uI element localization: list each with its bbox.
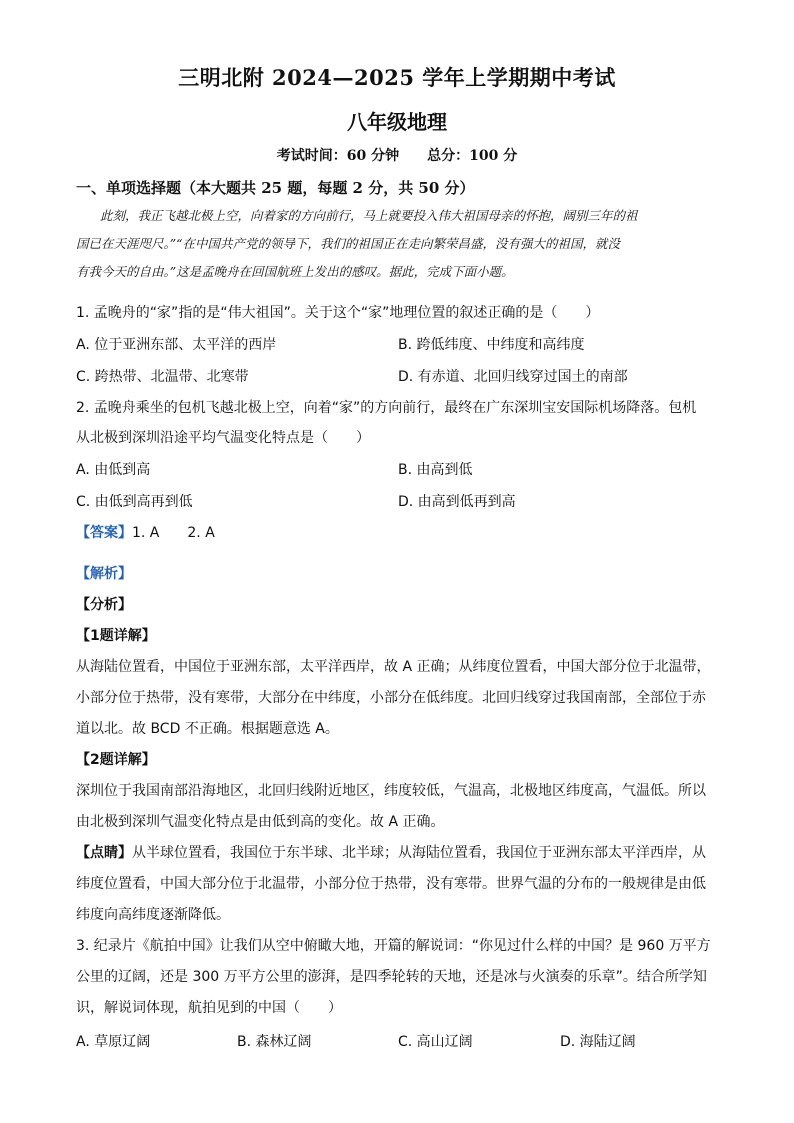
exam-time: 考试时间：60 分钟 <box>276 148 400 164</box>
passage-line: 此刻，我正飞越北极上空，向着家的方向前行，马上就要投入伟大祖国母亲的怀抱，阔别三年的祖 <box>100 208 638 223</box>
total-score: 总分：100 分 <box>427 148 518 164</box>
question-2-stem-line2: 从北极到深圳沿途平均气温变化特点是（ ） <box>76 430 370 446</box>
exam-title: 三明北附 2024—2025 学年上学期期中考试 <box>178 65 616 90</box>
passage-line: 国已在天涯咫尺。”“在中国共产党的领导下，我们的祖国正在走向繁荣昌盛，没有强大的祖国，就没 <box>76 236 621 251</box>
q1-option-c[interactable]: C. 跨热带、北温带、北寒带 <box>76 369 249 385</box>
answer-line <box>76 522 215 542</box>
dianjing-line <box>76 842 706 862</box>
detail-1-line: 道以北。故 BCD 不正确。根据题意选 A。 <box>76 721 339 737</box>
answer-tag: 【答案】 <box>76 525 132 541</box>
detail-2-line: 深圳位于我国南部沿海地区，北回归线附近地区，纬度较低，气温高，北极地区纬度高，气温低。所以 <box>76 783 706 799</box>
detail-2-tag: 【2题详解】 <box>76 752 156 768</box>
q3-option-d[interactable]: D. 海陆辽阔 <box>560 1034 636 1050</box>
q2-option-b[interactable]: B. 由高到低 <box>398 462 473 478</box>
section-heading: 一、单项选择题（本大题共 25 题，每题 2 分，共 50 分） <box>76 179 475 197</box>
q3-option-c[interactable]: C. 高山辽阔 <box>398 1034 473 1050</box>
q1-option-b[interactable]: B. 跨低纬度、中纬度和高纬度 <box>398 337 585 353</box>
q3-option-a[interactable]: A. 草原辽阔 <box>76 1034 151 1050</box>
q2-option-d[interactable]: D. 由高到低再到高 <box>398 494 516 510</box>
detail-2-line: 由北极到深圳气温变化特点是由低到高的变化。故 A 正确。 <box>76 814 445 830</box>
q1-option-d[interactable]: D. 有赤道、北回归线穿过国土的南部 <box>398 369 628 385</box>
question-1-stem: 1. 孟晚舟的“家”指的是“伟大祖国”。关于这个“家”地理位置的叙述正确的是（ ） <box>76 305 600 321</box>
question-3-stem: 公里的辽阔，还是 300 万平方公里的澎湃，是四季轮转的天地，还是冰与火演奏的乐章”。结合所学知 <box>76 969 707 985</box>
detail-1-line: 小部分位于热带，没有寒带，大部分在中纬度，小部分在低纬度。北回归线穿过我国南部，全部位于赤 <box>76 690 706 706</box>
dianjing-line: 纬度向高纬度逐渐降低。 <box>76 907 230 923</box>
detail-1-tag: 【1题详解】 <box>76 628 156 644</box>
q1-option-a[interactable]: A. 位于亚洲东部、太平洋的西岸 <box>76 337 277 353</box>
detail-1-line: 从海陆位置看，中国位于亚洲东部，太平洋西岸，故 A 正确；从纬度位置看，中国大部分位于北温带， <box>76 659 711 675</box>
jiexi-tag: 【解析】 <box>76 566 132 582</box>
dianjing-tag: 【点睛】 <box>76 845 132 861</box>
reading-passage <box>76 202 716 286</box>
q3-option-b[interactable]: B. 森林辽阔 <box>237 1034 312 1050</box>
q2-option-a[interactable]: A. 由低到高 <box>76 462 151 478</box>
dianjing-text: 从半球位置看，我国位于东半球、北半球；从海陆位置看，我国位于亚洲东部太平洋西岸，从 <box>132 845 706 861</box>
fenxi-tag: 【分析】 <box>76 597 132 613</box>
passage-line: 有我今天的自由。”这是孟晚舟在回国航班上发出的感叹。据此，完成下面小题。 <box>76 264 514 279</box>
question-2-stem-line1: 2. 孟晚舟乘坐的包机飞越北极上空，向着“家”的方向前行，最终在广东深圳宝安国际机场降落。包机 <box>76 400 697 416</box>
question-3-stem: 3. 纪录片《航拍中国》让我们从空中俯瞰大地，开篇的解说词：“你见过什么样的中国？是 960 万平方 <box>76 938 711 954</box>
dianjing-line: 纬度位置看，中国大部分位于北温带，小部分位于热带，没有寒带。世界气温的分布的一般规律是由低 <box>76 876 706 892</box>
exam-info <box>0 145 794 165</box>
answer-text: 1. A 2. A <box>132 525 215 541</box>
question-3-stem: 识，解说词体现，航拍见到的中国（ ） <box>76 1000 342 1016</box>
exam-subtitle: 八年级地理 <box>347 110 447 134</box>
q2-option-c[interactable]: C. 由低到高再到低 <box>76 494 193 510</box>
